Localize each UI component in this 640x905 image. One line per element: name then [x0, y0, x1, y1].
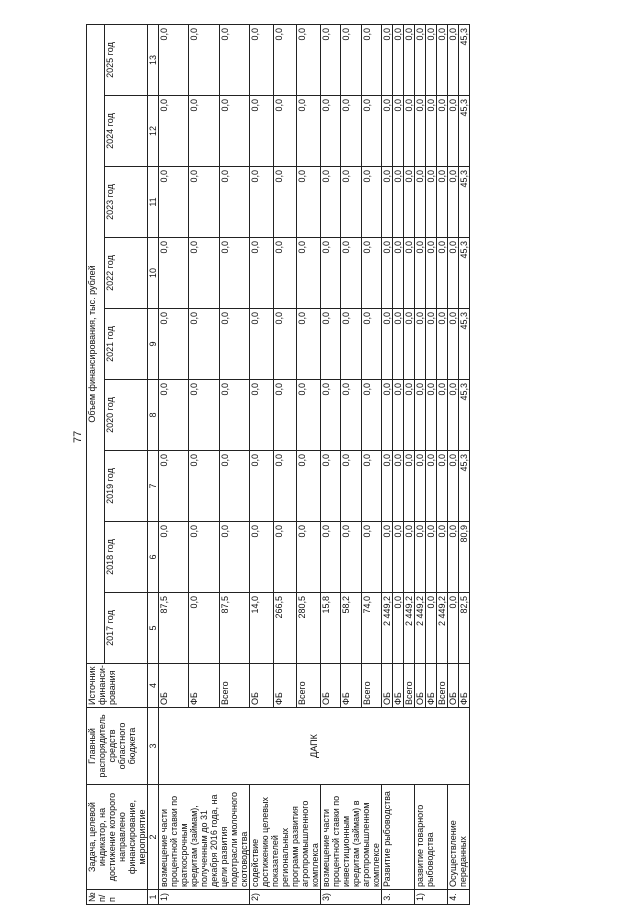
- value-cell: 0,0: [448, 238, 459, 309]
- value-cell: 0,0: [273, 96, 297, 167]
- row-number: 3): [321, 890, 382, 905]
- value-cell: 0,0: [159, 167, 189, 238]
- value-cell: 0,0: [250, 25, 274, 96]
- header-year: 2022 год: [104, 238, 147, 309]
- value-cell: 0,0: [159, 96, 189, 167]
- value-cell: 0,0: [426, 96, 437, 167]
- value-cell: 80,9: [459, 522, 470, 593]
- value-cell: 0,0: [297, 238, 321, 309]
- value-cell: 0,0: [159, 522, 189, 593]
- value-cell: 0,0: [404, 238, 415, 309]
- value-cell: 45,3: [459, 25, 470, 96]
- column-number: 1: [148, 890, 159, 905]
- value-cell: 0,0: [393, 96, 404, 167]
- value-cell: 0,0: [189, 238, 219, 309]
- value-cell: 0,0: [448, 167, 459, 238]
- value-cell: 87,5: [219, 593, 249, 664]
- value-cell: 0,0: [273, 451, 297, 522]
- header-task: Задача, целевой индикатор, на достижение которого направлено финансирование, мероприятие: [87, 785, 148, 890]
- value-cell: 0,0: [426, 522, 437, 593]
- source-cell: ФБ: [393, 664, 404, 708]
- value-cell: 0,0: [437, 522, 448, 593]
- value-cell: 0,0: [382, 451, 393, 522]
- value-cell: 0,0: [341, 25, 361, 96]
- header-row-1: [87, 25, 105, 905]
- value-cell: 0,0: [448, 522, 459, 593]
- value-cell: 0,0: [426, 309, 437, 380]
- value-cell: 0,0: [415, 451, 426, 522]
- value-cell: 0,0: [273, 25, 297, 96]
- value-cell: 0,0: [415, 380, 426, 451]
- value-cell: 0,0: [273, 309, 297, 380]
- value-cell: 0,0: [250, 309, 274, 380]
- value-cell: 0,0: [361, 522, 381, 593]
- value-cell: 0,0: [297, 167, 321, 238]
- value-cell: 45,3: [459, 380, 470, 451]
- header-year: 2024 год: [104, 96, 147, 167]
- value-cell: 0,0: [159, 451, 189, 522]
- column-number: 8: [148, 380, 159, 451]
- table-body: [148, 25, 470, 905]
- value-cell: 2 449,2: [415, 593, 426, 664]
- value-cell: 0,0: [382, 309, 393, 380]
- source-cell: Всего: [219, 664, 249, 708]
- source-cell: ФБ: [459, 664, 470, 708]
- value-cell: 0,0: [448, 593, 459, 664]
- value-cell: 0,0: [273, 522, 297, 593]
- source-cell: Всего: [437, 664, 448, 708]
- value-cell: 0,0: [189, 25, 219, 96]
- value-cell: 0,0: [341, 96, 361, 167]
- column-number: 3: [148, 708, 159, 785]
- header-num: № п/п: [87, 890, 148, 905]
- header-year: 2025 год: [104, 25, 147, 96]
- value-cell: 0,0: [448, 96, 459, 167]
- value-cell: 0,0: [426, 380, 437, 451]
- value-cell: 0,0: [341, 167, 361, 238]
- value-cell: 0,0: [297, 380, 321, 451]
- value-cell: 0,0: [341, 238, 361, 309]
- source-cell: ОБ: [250, 664, 274, 708]
- source-cell: ФБ: [341, 664, 361, 708]
- value-cell: 0,0: [404, 25, 415, 96]
- header-distributor: Главный распорядитель средств областного бюджета: [87, 708, 148, 785]
- value-cell: 87,5: [159, 593, 189, 664]
- value-cell: 0,0: [361, 309, 381, 380]
- table-container: [86, 28, 514, 905]
- value-cell: 45,3: [459, 451, 470, 522]
- column-number: 12: [148, 96, 159, 167]
- value-cell: 0,0: [361, 380, 381, 451]
- value-cell: 0,0: [321, 96, 341, 167]
- value-cell: 0,0: [426, 451, 437, 522]
- task-description: Развитие рыбоводства: [382, 785, 415, 890]
- value-cell: 266,5: [273, 593, 297, 664]
- distributor-cell: ДАПК: [159, 708, 470, 785]
- row-number: 2): [250, 890, 321, 905]
- value-cell: 0,0: [393, 451, 404, 522]
- value-cell: 0,0: [189, 380, 219, 451]
- value-cell: 0,0: [189, 522, 219, 593]
- value-cell: 0,0: [219, 522, 249, 593]
- financing-table: [86, 24, 470, 905]
- value-cell: 0,0: [189, 96, 219, 167]
- value-cell: 0,0: [404, 167, 415, 238]
- value-cell: 0,0: [250, 96, 274, 167]
- column-number: 10: [148, 238, 159, 309]
- value-cell: 74,0: [361, 593, 381, 664]
- column-number: 9: [148, 309, 159, 380]
- value-cell: 0,0: [321, 451, 341, 522]
- column-number: 7: [148, 451, 159, 522]
- header-source: Источник финанси-рования: [87, 664, 148, 708]
- value-cell: 0,0: [382, 238, 393, 309]
- value-cell: 0,0: [415, 25, 426, 96]
- value-cell: 0,0: [448, 380, 459, 451]
- value-cell: 45,3: [459, 96, 470, 167]
- value-cell: 0,0: [426, 238, 437, 309]
- task-description: возмещение части процентной ставки по инвестиционным кредитам (займам) в агропромышленном комплексе: [321, 785, 382, 890]
- task-description: содействие достижению целевых показателей региональных программ развития агропромышленного комплекса: [250, 785, 321, 890]
- header-year: 2021 год: [104, 309, 147, 380]
- source-cell: ФБ: [273, 664, 297, 708]
- value-cell: 0,0: [437, 451, 448, 522]
- page-number: 77: [72, 430, 84, 443]
- value-cell: 0,0: [382, 522, 393, 593]
- column-number: 2: [148, 785, 159, 890]
- value-cell: 0,0: [361, 238, 381, 309]
- value-cell: 0,0: [448, 451, 459, 522]
- column-number: 11: [148, 167, 159, 238]
- value-cell: 0,0: [361, 167, 381, 238]
- value-cell: 0,0: [219, 380, 249, 451]
- value-cell: 0,0: [159, 309, 189, 380]
- column-number: 4: [148, 664, 159, 708]
- value-cell: 0,0: [382, 167, 393, 238]
- value-cell: 0,0: [448, 25, 459, 96]
- value-cell: 0,0: [297, 522, 321, 593]
- value-cell: 0,0: [437, 380, 448, 451]
- value-cell: 0,0: [404, 522, 415, 593]
- source-cell: ОБ: [448, 664, 459, 708]
- value-cell: 0,0: [415, 309, 426, 380]
- value-cell: 0,0: [321, 380, 341, 451]
- source-cell: Всего: [361, 664, 381, 708]
- value-cell: 0,0: [448, 309, 459, 380]
- value-cell: 2 449,2: [437, 593, 448, 664]
- value-cell: 0,0: [321, 522, 341, 593]
- value-cell: 0,0: [426, 167, 437, 238]
- value-cell: 0,0: [273, 380, 297, 451]
- source-cell: ФБ: [189, 664, 219, 708]
- value-cell: 0,0: [273, 167, 297, 238]
- value-cell: 0,0: [437, 309, 448, 380]
- value-cell: 0,0: [341, 522, 361, 593]
- task-description: развитие товарного рыбоводства: [415, 785, 448, 890]
- value-cell: 58,2: [341, 593, 361, 664]
- column-number-row: [148, 25, 159, 905]
- value-cell: 45,3: [459, 309, 470, 380]
- column-number: 13: [148, 25, 159, 96]
- value-cell: 0,0: [189, 593, 219, 664]
- header-volume: Объем финансирования, тыс. рублей: [87, 25, 105, 664]
- row-number: 3.: [382, 890, 415, 905]
- column-number: 6: [148, 522, 159, 593]
- value-cell: 0,0: [393, 25, 404, 96]
- header-year: 2023 год: [104, 167, 147, 238]
- value-cell: 0,0: [273, 238, 297, 309]
- value-cell: 0,0: [415, 96, 426, 167]
- value-cell: 0,0: [437, 96, 448, 167]
- value-cell: 0,0: [219, 451, 249, 522]
- value-cell: 0,0: [393, 309, 404, 380]
- value-cell: 0,0: [426, 593, 437, 664]
- value-cell: 0,0: [321, 167, 341, 238]
- header-year: 2017 год: [104, 593, 147, 664]
- value-cell: 0,0: [250, 167, 274, 238]
- source-cell: Всего: [404, 664, 415, 708]
- value-cell: 0,0: [250, 451, 274, 522]
- value-cell: 0,0: [297, 451, 321, 522]
- value-cell: 0,0: [321, 309, 341, 380]
- value-cell: 0,0: [159, 25, 189, 96]
- value-cell: 0,0: [415, 522, 426, 593]
- value-cell: 2 449,2: [404, 593, 415, 664]
- table-row: [159, 25, 189, 905]
- row-number: 1): [159, 890, 250, 905]
- value-cell: 0,0: [393, 167, 404, 238]
- value-cell: 0,0: [361, 451, 381, 522]
- value-cell: 0,0: [393, 380, 404, 451]
- value-cell: 0,0: [404, 380, 415, 451]
- value-cell: 0,0: [404, 451, 415, 522]
- value-cell: 0,0: [437, 167, 448, 238]
- value-cell: 0,0: [393, 593, 404, 664]
- value-cell: 0,0: [250, 522, 274, 593]
- value-cell: 0,0: [219, 25, 249, 96]
- value-cell: 0,0: [189, 309, 219, 380]
- source-cell: ОБ: [382, 664, 393, 708]
- header-year: 2019 год: [104, 451, 147, 522]
- task-description: Осуществление переданных: [448, 785, 470, 890]
- task-description: возмещение части процентной ставки по краткосрочным кредитам (займам), полученным до 31 декабря 2016 года, на цели развития подотрасли молочного скотоводства: [159, 785, 250, 890]
- value-cell: 0,0: [321, 25, 341, 96]
- value-cell: 0,0: [361, 96, 381, 167]
- value-cell: 45,3: [459, 238, 470, 309]
- value-cell: 0,0: [404, 96, 415, 167]
- value-cell: 0,0: [393, 522, 404, 593]
- value-cell: 0,0: [341, 451, 361, 522]
- value-cell: 2 449,2: [382, 593, 393, 664]
- value-cell: 45,3: [459, 167, 470, 238]
- value-cell: 0,0: [219, 309, 249, 380]
- value-cell: 0,0: [393, 238, 404, 309]
- row-number: 4.: [448, 890, 470, 905]
- source-cell: Всего: [297, 664, 321, 708]
- header-year: 2018 год: [104, 522, 147, 593]
- value-cell: 0,0: [341, 380, 361, 451]
- value-cell: 0,0: [437, 238, 448, 309]
- value-cell: 0,0: [382, 380, 393, 451]
- value-cell: 0,0: [250, 238, 274, 309]
- value-cell: 82,5: [459, 593, 470, 664]
- source-cell: ОБ: [415, 664, 426, 708]
- value-cell: 0,0: [361, 25, 381, 96]
- column-number: 5: [148, 593, 159, 664]
- value-cell: 0,0: [404, 309, 415, 380]
- value-cell: 0,0: [341, 309, 361, 380]
- source-cell: ОБ: [321, 664, 341, 708]
- value-cell: 0,0: [437, 25, 448, 96]
- value-cell: 0,0: [250, 380, 274, 451]
- value-cell: 0,0: [297, 25, 321, 96]
- value-cell: 0,0: [189, 167, 219, 238]
- value-cell: 0,0: [415, 238, 426, 309]
- source-cell: ОБ: [159, 664, 189, 708]
- value-cell: 0,0: [415, 167, 426, 238]
- value-cell: 15,8: [321, 593, 341, 664]
- value-cell: 0,0: [297, 309, 321, 380]
- value-cell: 0,0: [159, 238, 189, 309]
- value-cell: 0,0: [219, 96, 249, 167]
- value-cell: 0,0: [382, 25, 393, 96]
- row-number: 1): [415, 890, 448, 905]
- value-cell: 0,0: [159, 380, 189, 451]
- source-cell: ФБ: [426, 664, 437, 708]
- value-cell: 0,0: [219, 167, 249, 238]
- rotated-sheet: [86, 28, 514, 905]
- value-cell: 0,0: [297, 96, 321, 167]
- value-cell: 0,0: [426, 25, 437, 96]
- header-year: 2020 год: [104, 380, 147, 451]
- value-cell: 0,0: [382, 96, 393, 167]
- value-cell: 280,5: [297, 593, 321, 664]
- value-cell: 14,0: [250, 593, 274, 664]
- value-cell: 0,0: [219, 238, 249, 309]
- value-cell: 0,0: [321, 238, 341, 309]
- value-cell: 0,0: [189, 451, 219, 522]
